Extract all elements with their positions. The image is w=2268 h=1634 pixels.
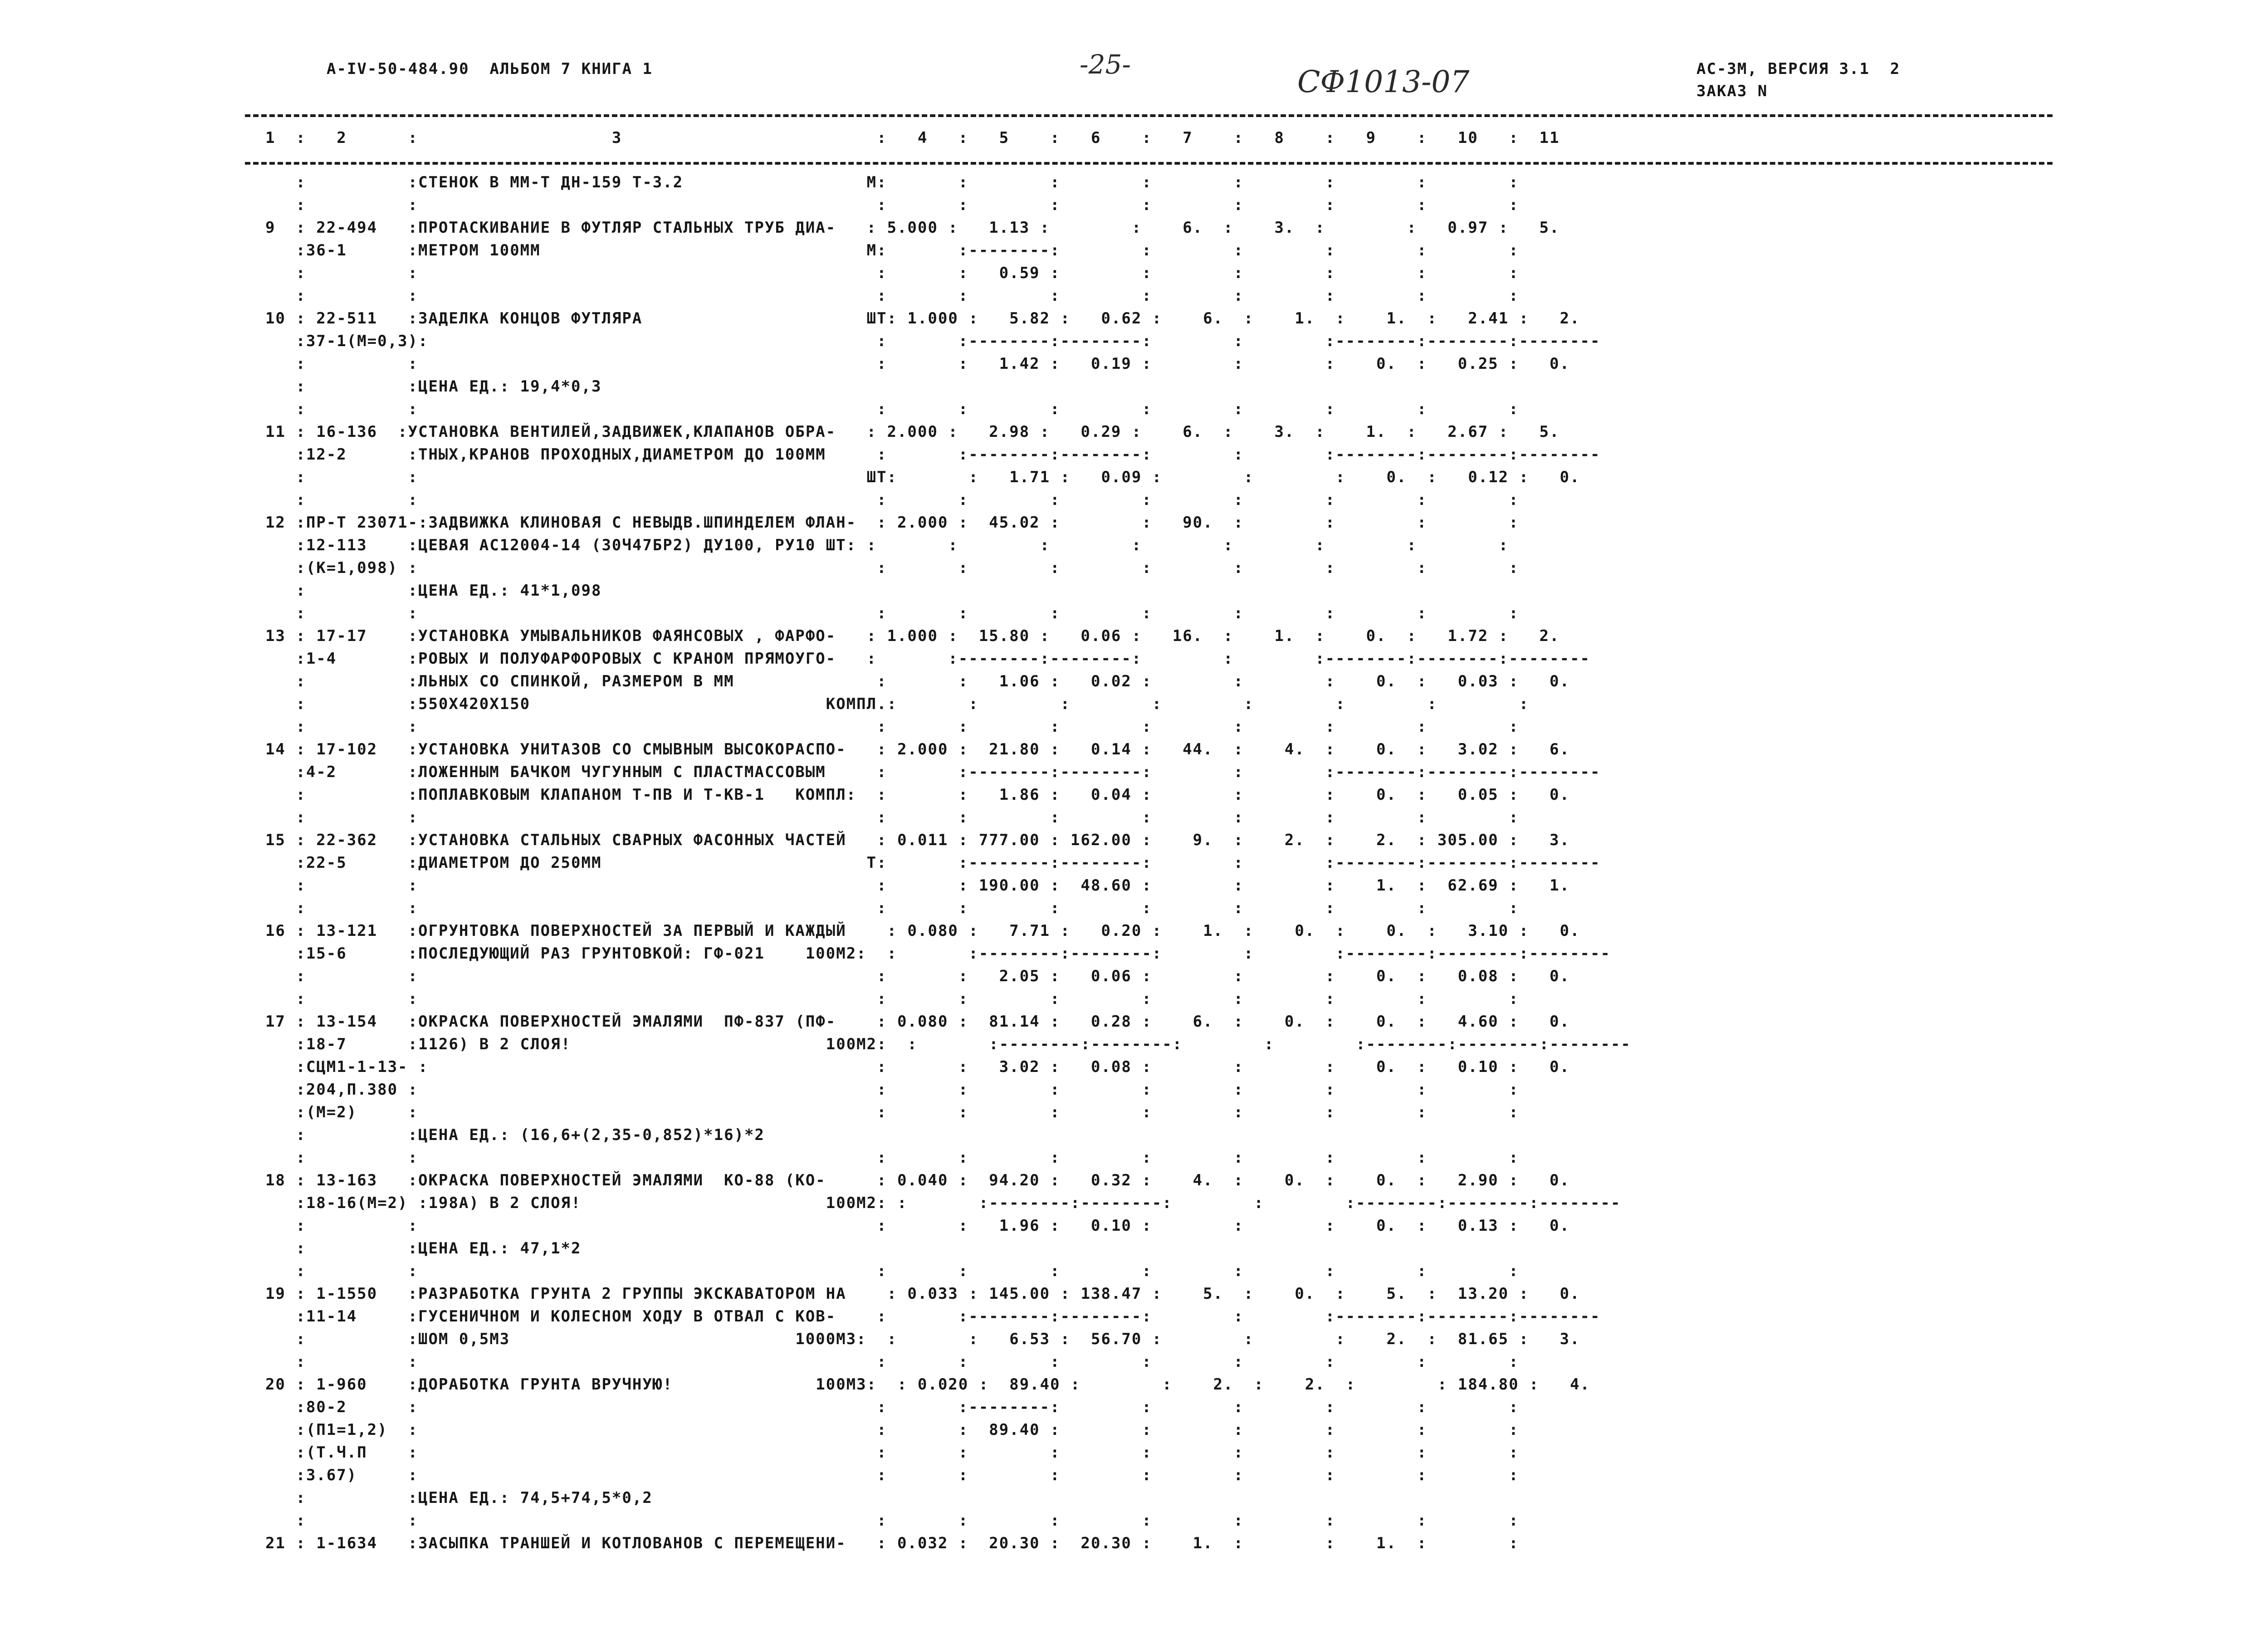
table-line: :15-6 :ПОСЛЕДУЮЩИЙ РАЗ ГРУНТОВКОЙ: ГФ-021 100М2: : :--------:--------: : :--------:--------:-------- <box>245 944 1611 963</box>
table-line: :22-5 :ДИАМЕТРОМ ДО 250ММ Т: :--------:--------: : :--------:--------:-------- <box>245 854 1601 872</box>
table-line: 19 : 1-1550 :РАЗРАБОТКА ГРУНТА 2 ГРУППЫ ЭКСКАВАТОРОМ НА : 0.033 : 145.00 : 138.47 : 5. : 0. : 5. : 13.20 : 0. <box>245 1285 1580 1303</box>
table-line: 20 : 1-960 :ДОРАБОТКА ГРУНТА ВРУЧНУЮ! 100М3: : 0.020 : 89.40 : : 2. : 2. : : 184.80 : 4. <box>245 1375 1591 1394</box>
table-line: 18 : 13-163 :ОКРАСКА ПОВЕРХНОСТЕЙ ЭМАЛЯМИ КО-88 (КО- : 0.040 : 94.20 : 0.32 : 4. : 0. : 0. : 2.90 : 0. <box>245 1171 1570 1189</box>
table-line: :(М=2) : : : : : : : : : <box>245 1103 1519 1121</box>
table-line: 11 : 16-136 :УСТАНОВКА ВЕНТИЛЕЙ,ЗАДВИЖЕК,КЛАПАНОВ ОБРА- : 2.000 : 2.98 : 0.29 : 6. : 3. : 1. : 2.67 : 5. <box>245 423 1560 441</box>
table-line: : :ПОПЛАВКОВЫМ КЛАПАНОМ Т-ПВ И Т-КВ-1 КОМПЛ: : : 1.86 : 0.04 : : : 0. : 0.05 : 0. <box>245 786 1570 804</box>
table-line: : : : : : : : : : : <box>245 808 1519 827</box>
table-line: : :ШОМ 0,5М3 1000М3: : : 6.53 : 56.70 : : : 2. : 81.65 : 3. <box>245 1330 1580 1348</box>
table-line: : :ЦЕНА ЕД.: 74,5+74,5*0,2 <box>245 1489 653 1507</box>
table-line: : :ЦЕНА ЕД.: 19,4*0,3 <box>245 377 602 396</box>
top-rule <box>245 114 2053 117</box>
table-line: 16 : 13-121 :ОГРУНТОВКА ПОВЕРХНОСТЕЙ ЗА ПЕРВЫЙ И КАЖДЫЙ : 0.080 : 7.71 : 0.20 : 1. : 0. : 0. : 3.10 : 0. <box>245 922 1580 940</box>
column-number-header: 1 : 2 : 3 : 4 : 5 : 6 : 7 : 8 : 9 : 10 : 11 <box>245 129 1560 147</box>
table-line: :3.67) : : : : : : : : : <box>245 1466 1519 1484</box>
table-line: : : : : 2.05 : 0.06 : : : 0. : 0.08 : 0. <box>245 967 1570 985</box>
table-line: : : : : : : : : : : <box>245 1149 1519 1167</box>
table-line: 9 : 22-494 :ПРОТАСКИВАНИЕ В ФУТЛЯР СТАЛЬНЫХ ТРУБ ДИА- : 5.000 : 1.13 : : 6. : 3. : : 0.97 : 5. <box>245 219 1560 237</box>
table-line: :204,П.380 : : : : : : : : : <box>245 1081 1519 1099</box>
table-line: :(К=1,098) : : : : : : : : : <box>245 559 1519 577</box>
table-line: :80-2 : : :--------: : : : : : <box>245 1398 1519 1416</box>
header-program-version: АС-3М, ВЕРСИЯ 3.1 2 <box>1696 60 1901 78</box>
table-line: : :ЦЕНА ЕД.: 47,1*2 <box>245 1239 582 1257</box>
table-line: :18-16(М=2) :198А) В 2 СЛОЯ! 100М2: : :--------:--------: : :--------:--------:-------- <box>245 1194 1621 1212</box>
table-line: :11-14 :ГУСЕНИЧНОМ И КОЛЕСНОМ ХОДУ В ОТВАЛ С КОВ- : :--------:--------: : :--------:--------:-------- <box>245 1307 1601 1326</box>
table-line: 12 :ПР-Т 23071-:ЗАДВИЖКА КЛИНОВАЯ С НЕВЫДВ.ШПИНДЕЛЕМ ФЛАН- : 2.000 : 45.02 : : 90. : : : : <box>245 514 1519 532</box>
header-order-number: ЗАКАЗ N <box>1696 82 1768 100</box>
table-line: :(П1=1,2) : : : 89.40 : : : : : : <box>245 1421 1519 1439</box>
table-line: : : : : : : : : : : <box>245 400 1519 418</box>
table-line: 10 : 22-511 :ЗАДЕЛКА КОНЦОВ ФУТЛЯРА ШТ: 1.000 : 5.82 : 0.62 : 6. : 1. : 1. : 2.41 : 2. <box>245 309 1580 328</box>
table-line: : :ЦЕНА ЕД.: 41*1,098 <box>245 582 602 600</box>
table-line: : : : : 1.96 : 0.10 : : : 0. : 0.13 : 0. <box>245 1217 1570 1235</box>
table-line: : : : : 190.00 : 48.60 : : : 1. : 62.69 : 1. <box>245 876 1570 895</box>
handwritten-order-stamp: СФ1013-07 <box>1297 64 1470 99</box>
table-line: : : : : : : : : : : <box>245 1353 1519 1371</box>
table-line: 15 : 22-362 :УСТАНОВКА СТАЛЬНЫХ СВАРНЫХ ФАСОННЫХ ЧАСТЕЙ : 0.011 : 777.00 : 162.00 : 9. : 2. : 2. : 305.00 : 3. <box>245 831 1570 849</box>
table-line: : : : : : : : : : : <box>245 287 1519 305</box>
header-album-info: А-IV-50-484.90 АЛЬБОМ 7 КНИГА 1 <box>327 60 653 78</box>
table-line: :4-2 :ЛОЖЕННЫМ БАЧКОМ ЧУГУННЫМ С ПЛАСТМАССОВЫМ : :--------:--------: : :--------:--------:-------- <box>245 763 1601 781</box>
table-line: : :550Х420Х150 КОМПЛ.: : : : : : : : <box>245 695 1530 713</box>
table-line: : : : : : : : : : : <box>245 1512 1519 1530</box>
table-line: :1-4 :РОВЫХ И ПОЛУФАРФОРОВЫХ С КРАНОМ ПРЯМОУГО- : :--------:--------: : :--------:--------:-------- <box>245 650 1591 668</box>
table-line: :12-113 :ЦЕВАЯ АС12004-14 (30Ч47БР2) ДУ100, РУ10 ШТ: : : : : : : : : <box>245 536 1509 554</box>
table-line: :18-7 :1126) В 2 СЛОЯ! 100М2: : :--------:--------: : :--------:--------:-------- <box>245 1035 1631 1053</box>
table-line: : : : : : : : : : : <box>245 196 1519 214</box>
table-line: :37-1(М=0,3): : :--------:--------: : :--------:--------:-------- <box>245 332 1601 350</box>
table-line: 13 : 17-17 :УСТАНОВКА УМЫВАЛЬНИКОВ ФАЯНСОВЫХ , ФАРФО- : 1.000 : 15.80 : 0.06 : 16. : 1. : 0. : 1.72 : 2. <box>245 627 1560 645</box>
handwritten-page-number: -25- <box>1080 49 1131 80</box>
table-line: 21 : 1-1634 :ЗАСЫПКА ТРАНШЕЙ И КОТЛОВАНОВ С ПЕРЕМЕЩЕНИ- : 0.032 : 20.30 : 20.30 : 1. : : 1. : : <box>245 1534 1519 1552</box>
table-line: : : : : : : : : : : <box>245 491 1519 509</box>
table-line: :СЦМ1-1-13- : : : 3.02 : 0.08 : : : 0. : 0.10 : 0. <box>245 1058 1570 1076</box>
table-line: : : : : : : : : : : <box>245 899 1519 917</box>
table-line: :(Т.Ч.П : : : : : : : : : <box>245 1443 1519 1462</box>
header-rule <box>245 162 2053 165</box>
table-line: :36-1 :МЕТРОМ 100ММ М: :--------: : : : : : <box>245 241 1519 259</box>
table-line: : : ШТ: : 1.71 : 0.09 : : : 0. : 0.12 : 0. <box>245 468 1580 486</box>
table-line: : :ЛЬНЫХ СО СПИНКОЙ, РАЗМЕРОМ В ММ : : 1.06 : 0.02 : : : 0. : 0.03 : 0. <box>245 672 1570 690</box>
table-line: : : : : : : : : : : <box>245 604 1519 622</box>
table-line: : :ЦЕНА ЕД.: (16,6+(2,35-0,852)*16)*2 <box>245 1126 765 1144</box>
table-line: 17 : 13-154 :ОКРАСКА ПОВЕРХНОСТЕЙ ЭМАЛЯМИ ПФ-837 (ПФ- : 0.080 : 81.14 : 0.28 : 6. : 0. : 0. : 4.60 : 0. <box>245 1013 1570 1031</box>
table-line: : : : : 0.59 : : : : : : <box>245 264 1519 282</box>
table-line: : : : : : : : : : : <box>245 990 1519 1008</box>
table-line: 14 : 17-102 :УСТАНОВКА УНИТАЗОВ СО СМЫВНЫМ ВЫСОКОРАСПО- : 2.000 : 21.80 : 0.14 : 44. : 4. : 0. : 3.02 : 6. <box>245 740 1570 758</box>
table-line: : : : : : : : : : : <box>245 718 1519 736</box>
table-line: : :СТЕНОК В ММ-Т ДН-159 Т-3.2 М: : : : : : : : <box>245 173 1519 191</box>
table-line: : : : : : : : : : : <box>245 1262 1519 1280</box>
table-line: :12-2 :ТНЫХ,КРАНОВ ПРОХОДНЫХ,ДИАМЕТРОМ ДО 100ММ : :--------:--------: : :--------:--------:-------- <box>245 445 1601 464</box>
table-line: : : : : 1.42 : 0.19 : : : 0. : 0.25 : 0. <box>245 355 1570 373</box>
